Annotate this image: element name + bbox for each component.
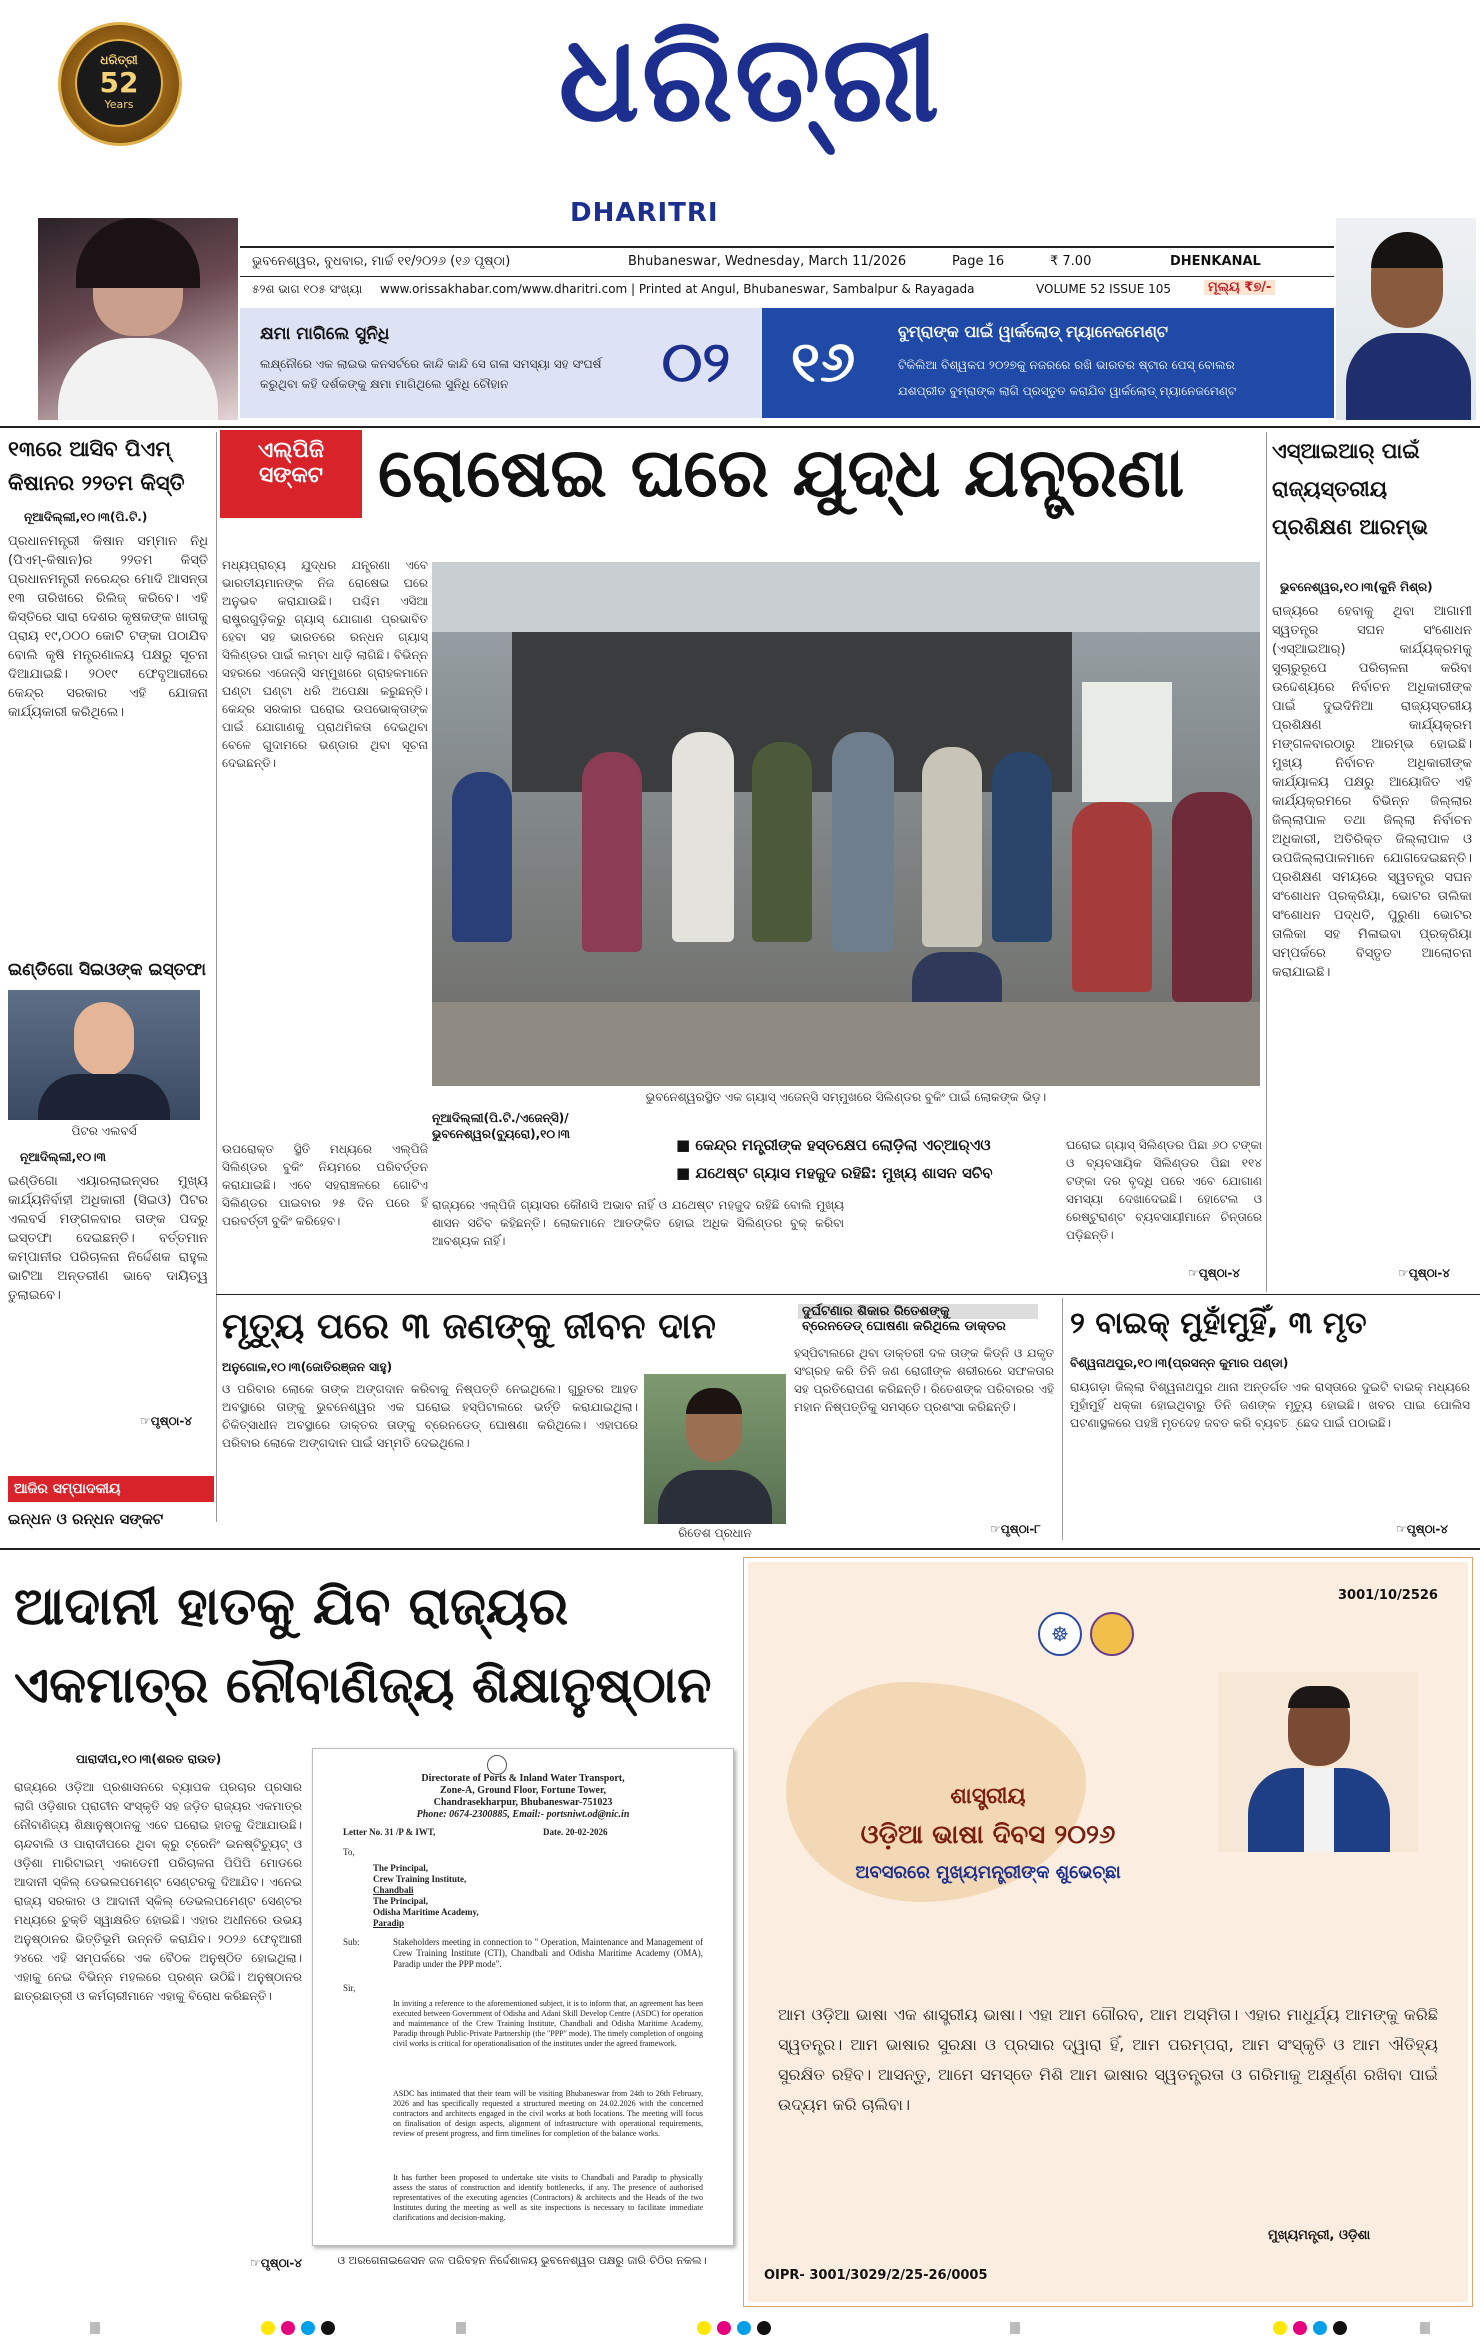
teaser-left-page[interactable]: ୦୨ [630,308,762,418]
odia-language-ad[interactable] [744,1558,1472,2306]
organ-kicker-line1: ଦୁର୍ଘଟଣାର ଶିକାର ରିତେଶଙ୍କୁ [798,1304,1038,1319]
lead-headline[interactable]: ରୋଷେଇ ଘରେ ଯୁଦ୍ଧ ଯନ୍ତ୍ରଣା [378,434,1185,513]
chief-minister-photo [1218,1672,1418,1852]
teaser-left[interactable] [240,308,630,418]
ritesh-caption: ରିତେଶ ପ୍ରଧାନ [678,1526,752,1540]
lead-more[interactable]: ☞ପୃଷ୍ଠା-୪ [1188,1266,1241,1280]
organ-body: ଓ ପରିବାର ଲୋକେ ତାଙ୍କ ଅଙ୍ଗଦାନ କରିବାକୁ ନିଷ୍ପତ୍ତି ନେଇଥିଲେ। ଗୁରୁତର ଆହତ ଅବସ୍ଥାରେ ତାଙ୍କୁ ଭୁବନେଶ୍ୱର ଏକ ଘରୋଇ ହସ୍ପିଟାଲରେ ଭର୍ତ୍ତି କରାଯାଇଥିଲା। ଚିକିତ୍ସାଧୀନ ଅବସ୍ଥାରେ ଡାକ୍ତର ତାଙ୍କୁ ବ୍ରେନଡେଡ୍ ଘୋଷଣା କରିଥିଲେ। ଏହାପରେ ପରିବାର ଲୋକେ ଅଙ୍ଗଦାନ ପାଇଁ ସମ୍ମତି ଦେଇଥିଲେ। [222,1382,638,1450]
indigo-dateline: ନୂଆଦିଲ୍ଲୀ,୧୦।୩ [20,1150,106,1164]
ad-oipr: OIPR- 3001/3029/2/25-26/0005 [764,2268,988,2283]
letter-para-2: ASDC has intimated that their team will be visiting Bhubaneswar from 24th to 26th February, 2026 and has specifically requested a structured meeting on 24.02.2026 with the concerned contractors and architects engaged in the civil works at both locations. The meeting will focus on finalisation of design aspects, alignment of infrastructure with operational requirements, review of present progress, and firm timelines for completion of the balance works. [393,2089,703,2138]
letter-head-1: Directorate of Ports & Inland Water Transport, [421,1773,625,1784]
anniversary-badge [58,22,182,146]
letter-to: To, [343,1847,355,1857]
lead-bullet-1: ■ କେନ୍ଦ୍ର ମନ୍ତ୍ରୀଙ୍କ ହସ୍ତକ୍ଷେପ ଲୋଡ଼ିଲା ଏଚ୍‌ଆର୍‌ଏଓ [676,1136,991,1154]
letter-caption: ଓ ଅରଗେନାଇଜେସନ ଜଳ ପରିବହନ ନିର୍ଦ୍ଦେଶାଳୟ ଭୁବନେଶ୍ୱର ପକ୍ଷରୁ ଜାରି ଚିଠିର ନକଲ। [337,2254,707,2267]
ritesh-photo [644,1374,786,1524]
adani-dateline: ପାରାଦୀପ,୧୦।୩(ଶରତ ରାଉତ) [76,1752,222,1766]
left-story-headline[interactable]: ୧୩ରେ ଆସିବ ପିଏମ୍ କିଷାନର ୨୨ତମ କିସ୍ତି [8,437,185,495]
lead-body-4: ଘରୋଇ ଗ୍ୟାସ୍ ସିଲିଣ୍ଡର ପିଛା ୬୦ ଟଙ୍କା ଓ ବ୍ୟବସାୟିକ ସିଲିଣ୍ଡର ପିଛା ୧୧୪ ଟଙ୍କା ଦର ବୃଦ୍ଧି ପରେ ଏବେ ଯୋଗାଣ ସମସ୍ୟା ଦେଖାଦେଇଛି। ହୋଟେଲ ଓ ରେଷ୍ଟୁରାଣ୍ଟ ବ୍ୟବସାୟୀମାନେ ଚିନ୍ତାରେ ପଡ଼ିଛନ୍ତି। [1066,1138,1262,1242]
lead-bullet-2: ■ ଯଥେଷ୍ଟ ଗ୍ୟାସ ମହଜୁଦ ରହିଛି: ମୁଖ୍ୟ ଶାସନ ସଚିବ [676,1164,993,1182]
teaser-left-title: କ୍ଷମା ମାଗିଲେ ସୁନିଧି [260,324,390,344]
lead-body: ମଧ୍ୟପ୍ରାଚ୍ୟ ଯୁଦ୍ଧର ଯନ୍ତ୍ରଣା ଏବେ ଭାରତୀୟମାନଙ୍କ ନିଜ ରୋଷେଇ ଘରେ ଅନୁଭବ କରାଯାଉଛି। ପଶ୍ଚିମ ଏସିଆ ରାଷ୍ଟ୍ରଗୁଡ଼ିକରୁ ଗ୍ୟାସ୍ ଯୋଗାଣ ପ୍ରଭାବିତ ହେବା ସହ ଭାରତରେ ରନ୍ଧନ ଗ୍ୟାସ୍ ସିଲିଣ୍ଡର ପାଇଁ ଲମ୍ବା ଧାଡ଼ି ଲାଗିଛି। ବିଭିନ୍ନ ସହରରେ ଏଜେନ୍ସି ସମ୍ମୁଖରେ ଗ୍ରାହକମାନେ ଘଣ୍ଟା ଘଣ୍ଟା ଧରି ଅପେକ୍ଷା କରୁଛନ୍ତି। କେନ୍ଦ୍ର ସରକାର ଘରୋଇ ଉପଭୋକ୍ତାଙ୍କ ପାଇଁ ଯୋଗାଣକୁ ପ୍ରାଥମିକତା ଦେଇଥିବା ବେଳେ ଗୁଦାମରେ ଭଣ୍ଡାର ଥିବା ସୂଚନା ଦେଇଛନ୍ତି। [222,558,428,770]
price-odia: ମୂଲ୍ୟ ₹୭/- [1204,280,1275,295]
teaser-right-page[interactable]: ୧୬ [762,308,884,418]
lead-bullet-2-text: ଯଥେଷ୍ଟ ଗ୍ୟାସ ମହଜୁଦ ରହିଛି: ମୁଖ୍ୟ ଶାସନ ସଚିବ [695,1164,993,1182]
ad-title-line3: ଅବସରରେ ମୁଖ୍ୟମନ୍ତ୍ରୀଙ୍କ ଶୁଭେଚ୍ଛା [855,1862,1121,1883]
bike-dateline: ବିଶ୍ୱନାଥପୁର,୧୦।୩(ପ୍ରସନ୍ନ କୁମାର ପଣ୍ଡା) [1070,1356,1289,1370]
ad-signature: ମୁଖ୍ୟମନ୍ତ୍ରୀ, ଓଡ଼ିଶା [1268,2228,1371,2243]
badge-number: 52 [99,66,139,99]
adani-headline-line2[interactable]: ଏକମାତ୍ର ନୌବାଣିଜ୍ୟ ଶିକ୍ଷାନୁଷ୍ଠାନ [14,1656,712,1714]
indigo-headline[interactable]: ଇଣ୍ଡିଗୋ ସିଇଓଙ୍କ ଇସ୍ତଫା [8,960,207,980]
indigo-more[interactable]: ☞ପୃଷ୍ଠା-୪ [140,1414,193,1428]
letter-head-2: Zone-A, Ground Floor, Fortune Tower, [439,1785,607,1796]
info-bar [240,246,1334,306]
lead-photo-caption: ଭୁବନେଶ୍ୱରସ୍ଥିତ ଏକ ଗ୍ୟାସ୍ ଏଜେନ୍ସି ସମ୍ମୁଖରେ ସିଲିଣ୍ଡର ବୁକିଂ ପାଇଁ ଲୋକଙ୍କ ଭିଡ଼। [645,1090,1047,1104]
letter-para-3: It has further been proposed to undertake site visits to Chandbali and Paradip to physically assess the status of construction and identify bottlenecks, if any. The presence of authorised representatives of the executing agencies (Contractors) & architects and the Heads of the two Institutes during the meeting as well as site inspections is necessary to facilitate immediate clarifications and decision-making. [393,2173,703,2222]
ad-code: 3001/10/2526 [1338,1588,1438,1603]
organ-kicker-line2: ବ୍ରେନଡେଡ୍ ଘୋଷଣା କରିଥିଲେ ଡାକ୍ତର [802,1319,1006,1334]
lpg-tag-line1: ଏଲ୍‌ପିଜି [257,438,325,463]
teaser-right-line1: ଟିକିଲିଆ ବିଶ୍ୱକପ ୨୦୨୭କୁ ନଜରରେ ରଖି ଭାରତର ଷ୍ଟାର ପେସ୍ ବୋଲର [898,358,1235,372]
bike-headline[interactable]: ୨ ବାଇକ୍ ମୁହାଁମୁହିଁ, ୩ ମୃତ [1070,1306,1367,1341]
organ-more[interactable]: ☞ପୃଷ୍ଠା-୮ [990,1522,1041,1536]
letter-addr-5: Odisha Maritime Academy, [373,1907,479,1917]
teaser-right[interactable] [884,308,1334,418]
page-number: Page 16 [952,254,1005,269]
right-story-dateline: ଭୁବନେଶ୍ୱର,୧୦।୩(କୁନି ମିଶ୍ର) [1280,580,1433,594]
organ-kicker [798,1304,1038,1334]
letter-emblem-icon [487,1755,507,1775]
lpg-tag [220,430,362,518]
official-letter [312,1748,734,2246]
website-line[interactable]: www.orissakhabar.com/www.dharitri.com | Printed at Angul, Bhubaneswar, Sambalpur & Rayagada [380,282,975,296]
bike-body: ରାୟଗଡ଼ା ଜିଲ୍ଲା ବିଶ୍ୱନାଥପୁର ଥାନା ଅନ୍ତର୍ଗତ ଏକ ରାସ୍ତାରେ ଦୁଇଟି ବାଇକ୍ ମଧ୍ୟରେ ମୁହାଁମୁହିଁ ଧକ୍କା ହୋଇଥିବାରୁ ତିନି ଜଣଙ୍କ ମୃତ୍ୟୁ ହୋଇଛି। ଖବର ପାଇ ପୋଲିସ ଘଟଣାସ୍ଥଳରେ ପହଞ୍ଚି ମୃତଦେହ ଜବତ କରି ବ୍ୟବচ୍ଛେଦ ପାଇଁ ପଠାଇଛି। [1070,1380,1470,1430]
singer-photo [38,218,238,420]
edition: DHENKANAL [1170,254,1261,269]
ad-title-line1: ଶାସ୍ତ୍ରୀୟ [950,1784,1026,1809]
ad-message: ଆମ ଓଡ଼ିଆ ଭାଷା ଏକ ଶାସ୍ତ୍ରୀୟ ଭାଷା। ଏହା ଆମ ଗୌରବ, ଆମ ଅସ୍ମିତା। ଏହାର ମାଧୁର୍ଯ୍ୟ ଆମଙ୍କୁ କରିଛି ସ୍ୱତନ୍ତ୍ର। ଆମ ଭାଷାର ସୁରକ୍ଷା ଓ ପ୍ରସାର ଦ୍ୱାରା ହିଁ, ଆମ ପରମ୍ପରା, ଆମ ସଂସ୍କୃତି ଓ ଆମ ଐତିହ୍ୟ ସୁରକ୍ଷିତ ରହିବ। ଆସନ୍ତୁ, ଆମେ ସମସ୍ତେ ମିଶି ଆମ ଭାଷାର ସ୍ୱତନ୍ତ୍ରତା ଓ ଗରିମାକୁ ଅକ୍ଷୁର୍ଣ୍ଣ ରଖିବା ପାଇଁ ଉଦ୍ୟମ କରି ଚାଲିବା। [778,2005,1438,2114]
letter-addr-4: The Principal, [373,1896,429,1906]
teaser-right-line2: ଯଶପ୍ରୀତ ବୁମ୍‌ରାଙ୍କ ଲାଗି ପ୍ରସ୍ତୁତ କରାଯିବ ୱାର୍କଲୋଡ୍ ମ୍ୟାନେଜମେଣ୍ଟ [898,384,1237,398]
date-odia: ଭୁବନେଶ୍ୱର, ବୁଧବାର, ମାର୍ଚ୍ଚ ୧୧/୨୦୨୬ (୧୬ ପୃଷ୍ଠା) [252,254,511,269]
date-english: Bhubaneswar, Wednesday, March 11/2026 [628,254,907,269]
letter-addr-2: Crew Training Institute, [373,1874,467,1884]
right-story-more[interactable]: ☞ପୃଷ୍ଠା-୪ [1398,1266,1451,1280]
letter-addr-6: Paradip [373,1918,405,1928]
adani-body: ରାଜ୍ୟରେ ଓଡ଼ିଆ ପ୍ରଶାସନରେ ବ୍ୟାପକ ପ୍ରଚାର ପ୍ରସାର ଲାଗି ଓଡ଼ିଶାର ପ୍ରାଚୀନ ସଂସ୍କୃତି ସହ ଜଡ଼ିତ ରାଜ୍ୟର ଏକମାତ୍ର ନୌବାଣିଜ୍ୟ ଶିକ୍ଷାନୁଷ୍ଠାନକୁ ଏବେ ଘରୋଇ ହାତକୁ ଦିଆଯାଉଛି। ଚାନ୍ଦବାଲି ଓ ପାରାଦୀପରେ ଥିବା କ୍ରୁ ଟ୍ରେନିଂ ଇନଷ୍ଟିଚ୍ୟୁଟ୍ ଓ ଓଡ଼ିଶା ମାରିଟାଇମ୍ ଏକାଡେମୀ ପରିଚାଳନା ପିପିପି ମୋଡରେ ଆଦାନୀ ସ୍କିଲ୍ ଡେଭଲପମେଣ୍ଟ ସେଣ୍ଟରକୁ ଦିଆଯିବ। ଏନେଇ ରାଜ୍ୟ ସରକାର ଓ ଆଦାନୀ ସ୍କିଲ୍ ଡେଭଲପମେଣ୍ଟ ସେଣ୍ଟର ମଧ୍ୟରେ ଚୁକ୍ତି ସ୍ୱାକ୍ଷରିତ ହୋଇଛି। ଏହାର ଅଧୀନରେ ଉଭୟ ଅନୁଷ୍ଠାନର ଭିତ୍ତିଭୂମି ଉନ୍ନତି କରାଯିବ। ୨୦୨୬ ଫେବୃଆରୀ ୨୪ରେ ଏହି ସମ୍ପର୍କରେ ଏକ ବୈଠକ ଅନୁଷ୍ଠିତ ହୋଇଥିଲା। ଏହାକୁ ନେଇ ବିଭିନ୍ନ ମହଲରେ ପ୍ରଶ୍ନ ଉଠିଛି। ଅନୁଷ୍ଠାନର ଛାତ୍ରଛାତ୍ରୀ ଓ କର୍ମଚାରୀମାନେ ଏହାକୁ ବିରୋଧ କରିଛନ୍ତି। [14,1780,302,2003]
adani-headline-line1[interactable]: ଆଦାନୀ ହାତକୁ ଯିବ ରାଜ୍ୟର [14,1577,569,1637]
lead-body-3: ରାଜ୍ୟରେ ଏଲ୍‌ପିଜି ଗ୍ୟାସର କୌଣସି ଅଭାବ ନାହିଁ ଓ ଯଥେଷ୍ଟ ମହଜୁଦ ରହିଛି ବୋଲି ମୁଖ୍ୟ ଶାସନ ସଚିବ କହିଛନ୍ତି। ଲୋକମାନେ ଆତଙ୍କିତ ହୋଇ ଅଧିକ ସିଲିଣ୍ଡର ବୁକ୍ କରିବା ଆବଶ୍ୟକ ନାହିଁ। [432,1198,844,1248]
editorial-label[interactable]: ଆଜିର ସମ୍ପାଦକୀୟ [8,1476,214,1502]
organ-headline[interactable]: ମୃତ୍ୟୁ ପରେ ୩ ଜଣଙ୍କୁ ଜୀବନ ଦାନ [222,1306,716,1347]
elbers-caption: ପିଟର ଏଲବର୍ସ [71,1124,137,1138]
letter-number: Letter No. 31 /P & IWT, [343,1827,436,1837]
organ-dateline: ଅନୁଗୋଳ,୧୦।୩(ଜୋତିରଞ୍ଜନ ସାହୁ) [222,1360,393,1374]
letter-subject: Stakeholders meeting in connection to " Operation, Maintenance and Management of Crew Training Institute (CTI), Chandbali and Odisha Maritime Academy (OMA), Paradip under the PPP mode". [393,1937,703,1969]
lead-bullet-1-text: କେନ୍ଦ୍ର ମନ୍ତ୍ରୀଙ୍କ ହସ୍ତକ୍ଷେପ ଲୋଡ଼ିଲା ଏଚ୍‌ଆର୍‌ଏଓ [695,1136,991,1154]
adani-more[interactable]: ☞ପୃଷ୍ଠା-୪ [250,2256,303,2270]
lead-dateline: ନୂଆଦିଲ୍ଲୀ(ପି.ଟି./ଏଜେନ୍ସି)/ ଭୁବନେଶ୍ୱର(ବ୍ୟୁରୋ),୧୦।୩ [432,1111,570,1141]
cricketer-photo [1336,218,1476,420]
left-story-body: ପ୍ରଧାନମନ୍ତ୍ରୀ କିଷାନ ସମ୍ମାନ ନିଧି (ପିଏମ୍-କିଷାନ)ର ୨୨ତମ କିସ୍ତି ପ୍ରଧାନମନ୍ତ୍ରୀ ନରେନ୍ଦ୍ର ମୋଦି ଆସନ୍ତା ୧୩ ତାରିଖରେ ରିଲିଜ୍ କରିବେ। ଏହି କିସ୍ତିରେ ସାରା ଦେଶର କୃଷକଙ୍କ ଖାତାକୁ ପ୍ରାୟ ୧୯,୦୦୦ କୋଟି ଟଙ୍କା ପଠାଯିବ ବୋଲି କୃଷି ମନ୍ତ୍ରଣାଳୟ ପକ୍ଷରୁ ସୂଚନା ଦିଆଯାଇଛି। ୨୦୧୯ ଫେବୃଆରୀରେ କେନ୍ଦ୍ର ସରକାର ଏହି ଯୋଜନା କାର୍ଯ୍ୟକାରୀ କରିଥିଲେ। [8,534,208,720]
lead-body-2: ଉପରୋକ୍ତ ସ୍ଥିତି ମଧ୍ୟରେ ଏଲ୍‌ପିଜି ସିଲିଣ୍ଡର ବୁକିଂ ନିୟମରେ ପରିବର୍ତ୍ତନ କରାଯାଇଛି। ଏବେ ସହରାଞ୍ଚଳରେ ଗୋଟିଏ ସିଲିଣ୍ଡର ପାଇବାର ୨୫ ଦିନ ପରେ ହିଁ ପରବର୍ତ୍ତୀ ବୁକିଂ କରିହେବ। [222,1142,428,1228]
logo-odia: ଧରିତ୍ରୀ [558,10,942,149]
letter-sir: Sir, [343,1983,356,1993]
organ-body-2: ହସ୍ପିଟାଲରେ ଥିବା ଡାକ୍ତରୀ ଦଳ ତାଙ୍କ କିଡ୍‌ନି ଓ ଯକୃତ ସଂଗ୍ରହ କରି ତିନି ଜଣ ରୋଗୀଙ୍କ ଶରୀରରେ ସଫଳତାର ସହ ପ୍ରତିରୋପଣ କରିଛନ୍ତି। ରିତେଶଙ୍କ ପରିବାରର ଏହି ମହାନ ନିଷ୍ପତ୍ତିକୁ ସମସ୍ତେ ପ୍ରଶଂସା କରିଛନ୍ତି। [794,1346,1054,1414]
letter-para-1: In inviting a reference to the aforementioned subject, it is to inform that, an agreement has been executed between Government of Odisha and Adani Skill Develop Centre (ASDC) for operation and maintenance of the Crew Training Institute, Chandbali and Odisha Maritime Academy, Paradip through Public-Private Partnership (the "PPP" mode). The timely completion of ongoing civil works is critical for operationalisation of the institutes under the agreed framework. [393,1999,703,2048]
odisha-emblem-icon: ☸ [1038,1612,1082,1656]
left-story-dateline: ନୂଆଦିଲ୍ଲୀ,୧୦।୩(ପି.ଟି.) [24,510,148,524]
ad-title-line2: ଓଡ଼ିଆ ଭାଷା ଦିବସ ୨୦୨୬ [860,1820,1116,1850]
letter-head-4: Phone: 0674-2300885, Email:- portsniwt.od@nic.in [416,1809,630,1820]
teaser-left-text: ଲକ୍ଷ୍ନୌରେ ଏକ ଲାଇଭ କନସର୍ଟରେ କାନ୍ଦି କାନ୍ଦି ସେ ଗଳା ସମସ୍ୟା ସହ ସଂଘର୍ଷ କରୁଥିବା କହି ଦର୍ଶକଙ୍କୁ କ୍ଷମା ମାଗିଥିଲେ ସୁନିଧି ଚୌହାନ [260,357,602,391]
lpg-tag-line2: ସଙ୍କଟ [258,463,324,488]
language-dept-logo-icon [1090,1612,1134,1656]
volume-odia: ୫୨ଶ ଭାଗ ୧୦୫ ସଂଖ୍ୟା [252,282,363,296]
editorial-text[interactable]: ଇନ୍ଧନ ଓ ରନ୍ଧନ ସଙ୍କଟ [8,1510,164,1528]
volume-english: VOLUME 52 ISSUE 105 [1036,282,1172,296]
badge-years: Years [104,98,134,111]
registration-marks [0,2318,1480,2338]
masthead-logo[interactable] [470,10,1030,160]
price: ₹ 7.00 [1050,254,1092,269]
indigo-body: ଇଣ୍ଡିଗୋ ଏୟାରଲାଇନ୍ସର ମୁଖ୍ୟ କାର୍ଯ୍ୟନିର୍ବାହୀ ଅଧିକାରୀ (ସିଇଓ) ପିଟର ଏଲବର୍ସ ମଙ୍ଗଳବାର ତାଙ୍କ ପଦରୁ ଇସ୍ତଫା ଦେଇଛନ୍ତି। ବର୍ତ୍ତମାନ କମ୍ପାନୀର ପରିଚାଳନା ନିର୍ଦ୍ଦେଶକ ରାହୁଲ ଭାଟିଆ ଅନ୍ତରୀଣ ଭାବେ ଦାୟିତ୍ୱ ତୁଲାଇବେ। [8,1174,208,1303]
letter-addr-3: Chandbali [373,1885,414,1895]
elbers-photo [8,990,200,1120]
bike-more[interactable]: ☞ପୃଷ୍ଠା-୪ [1396,1522,1449,1536]
letter-sub-label: Sub: [343,1937,360,1947]
right-story-body: ରାଜ୍ୟରେ ହେବାକୁ ଥିବା ଆଗାମୀ ସ୍ୱତନ୍ତ୍ର ସଘନ ସଂଶୋଧନ (ଏସ୍‌ଆଇଆର୍) କାର୍ଯ୍ୟକ୍ରମକୁ ସୁଚାରୁରୂପେ ପରିଚାଳନା କରିବା ଉଦ୍ଦେଶ୍ୟରେ ନିର୍ବାଚନ ଅଧିକାରୀଙ୍କ ପାଇଁ ଦୁଇଦିନିଆ ରାଜ୍ୟସ୍ତରୀୟ ପ୍ରଶିକ୍ଷଣ କାର୍ଯ୍ୟକ୍ରମ ମଙ୍ଗଳବାରଠାରୁ ଆରମ୍ଭ ହୋଇଛି। ମୁଖ୍ୟ ନିର୍ବାଚନ ଅଧିକାରୀଙ୍କ କାର୍ଯ୍ୟାଳୟ ପକ୍ଷରୁ ଆୟୋଜିତ ଏହି କାର୍ଯ୍ୟକ୍ରମରେ ବିଭିନ୍ନ ଜିଲ୍ଲାର ଜିଲ୍ଲାପାଳ ତଥା ଜିଲ୍ଲା ନିର୍ବାଚନ ଅଧିକାରୀ, ଅତିରିକ୍ତ ଜିଲ୍ଲାପାଳ ଓ ଉପଜିଲ୍ଲାପାଳମାନେ ଯୋଗଦେଇଛନ୍ତି। ପ୍ରଶିକ୍ଷଣ ସମୟରେ ସ୍ୱତନ୍ତ୍ର ସଘନ ସଂଶୋଧନ ପ୍ରକ୍ରିୟା, ଭୋଟର ତାଲିକା ସଂଶୋଧନ ପଦ୍ଧତି, ପୁରୁଣା ଭୋଟର ତାଲିକା ସହ ମିଳାଇବା ପ୍ରକ୍ରିୟା ସମ୍ପର୍କରେ ବିସ୍ତୃତ ଆଲୋଚନା କରାଯାଇଛି। [1272,604,1472,980]
letter-date: Date. 20-02-2026 [543,1827,608,1837]
badge-brand: ଧରିତ୍ରୀ [100,53,138,67]
letter-addr-1: The Principal, [373,1863,429,1873]
right-story-headline[interactable]: ଏସ୍‌ଆଇଆର୍ ପାଇଁ ରାଜ୍ୟସ୍ତରୀୟ ପ୍ରଶିକ୍ଷଣ ଆରମ୍ଭ [1272,439,1428,539]
lead-photo [432,562,1260,1086]
letter-head-3: Chandrasekharpur, Bhubaneswar-751023 [433,1797,613,1808]
teaser-right-title: ବୁମ୍‌ରାଙ୍କ ପାଇଁ ୱାର୍କଲୋଡ୍ ମ୍ୟାନେଜମେଣ୍ଟ [898,322,1169,341]
logo-english: DHARITRI [570,198,719,228]
